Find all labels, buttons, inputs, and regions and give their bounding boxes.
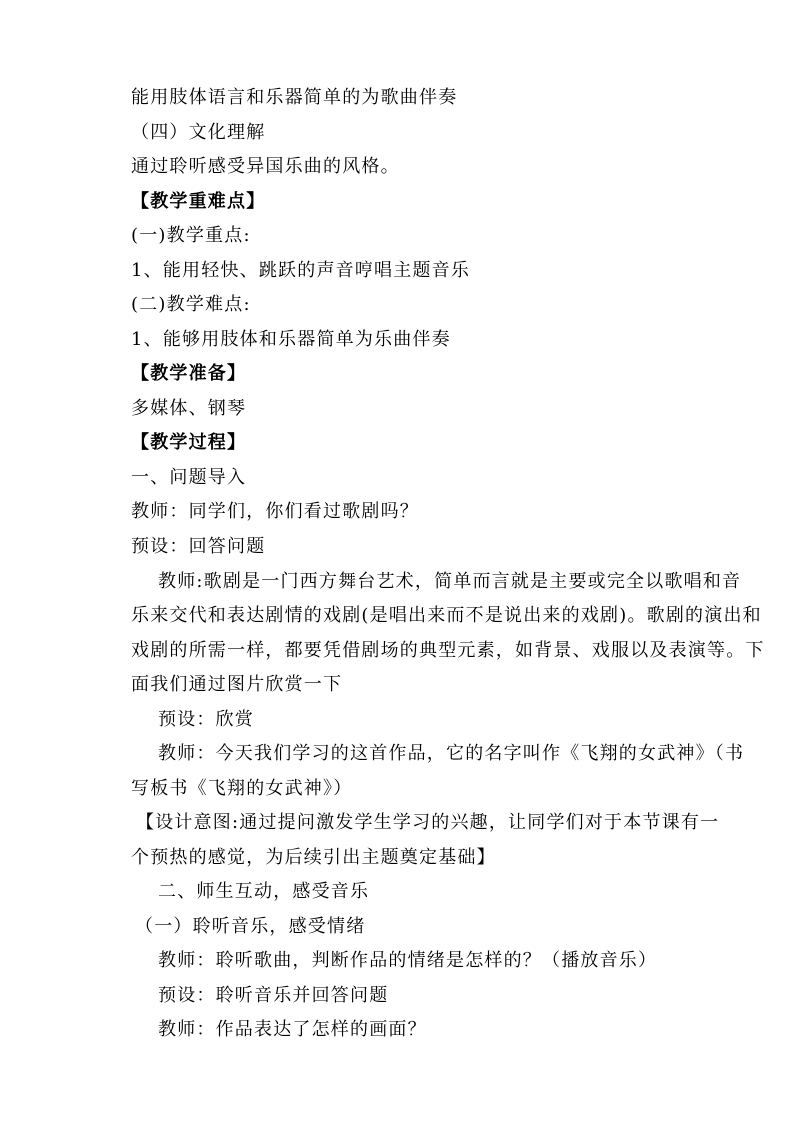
- text-line: 多媒体、钢琴: [131, 398, 247, 419]
- paragraph-line: 教师:歌剧是一门西方舞台艺术，简单而言就是主要或完全以歌唱和音: [158, 571, 742, 592]
- paragraph-line: 【设计意图:通过提问激发学生学习的兴趣，让同学们对于本节课有一: [136, 812, 720, 833]
- paragraph-line: 写板书《飞翔的女武神》）: [131, 778, 353, 799]
- text-line: 预设：欣赏: [158, 709, 254, 730]
- bold-heading: 【教学准备】: [131, 363, 247, 384]
- paragraph-line: 戏剧的所需一样，都要凭借剧场的典型元素，如背景、戏服以及表演等。下: [131, 640, 765, 661]
- section-heading: （四）文化理解: [131, 122, 266, 143]
- text-line: 1、能够用肢体和乐器简单为乐曲伴奏: [131, 329, 451, 350]
- text-line: 能用肢体语言和乐器简单的为歌曲伴奏: [131, 87, 458, 108]
- text-line: 通过聆听感受异国乐曲的风格。: [131, 156, 400, 177]
- bold-heading: 【教学过程】: [131, 432, 247, 453]
- text-line: 预设：聆听音乐并回答问题: [158, 985, 389, 1006]
- section-heading: (一)教学重点:: [131, 225, 251, 246]
- section-heading: 一、问题导入: [131, 467, 247, 488]
- text-line: 教师：作品表达了怎样的画面？: [158, 1019, 427, 1040]
- text-line: 1、能用轻快、跳跃的声音哼唱主题音乐: [131, 260, 471, 281]
- paragraph-line: 个预热的感觉，为后续引出主题奠定基础】: [131, 847, 496, 868]
- section-heading: 二、师生互动，感受音乐: [158, 881, 370, 902]
- text-line: 教师：同学们，你们看过歌剧吗？: [131, 501, 419, 522]
- text-line: 预设：回答问题: [131, 536, 266, 557]
- paragraph-line: 乐来交代和表达剧情的戏剧(是唱出来而不是说出来的戏剧)。歌剧的演出和: [131, 605, 762, 626]
- paragraph-line: 教师：今天我们学习的这首作品，它的名字叫作《飞翔的女武神》（书: [158, 743, 745, 764]
- section-heading: (二)教学难点:: [131, 294, 251, 315]
- paragraph-line: 面我们通过图片欣赏一下: [131, 674, 343, 695]
- bold-heading: 【教学重难点】: [131, 191, 266, 212]
- text-line: 教师：聆听歌曲，判断作品的情绪是怎样的？（播放音乐）: [158, 950, 658, 971]
- section-heading: （一）聆听音乐，感受情绪: [135, 916, 366, 937]
